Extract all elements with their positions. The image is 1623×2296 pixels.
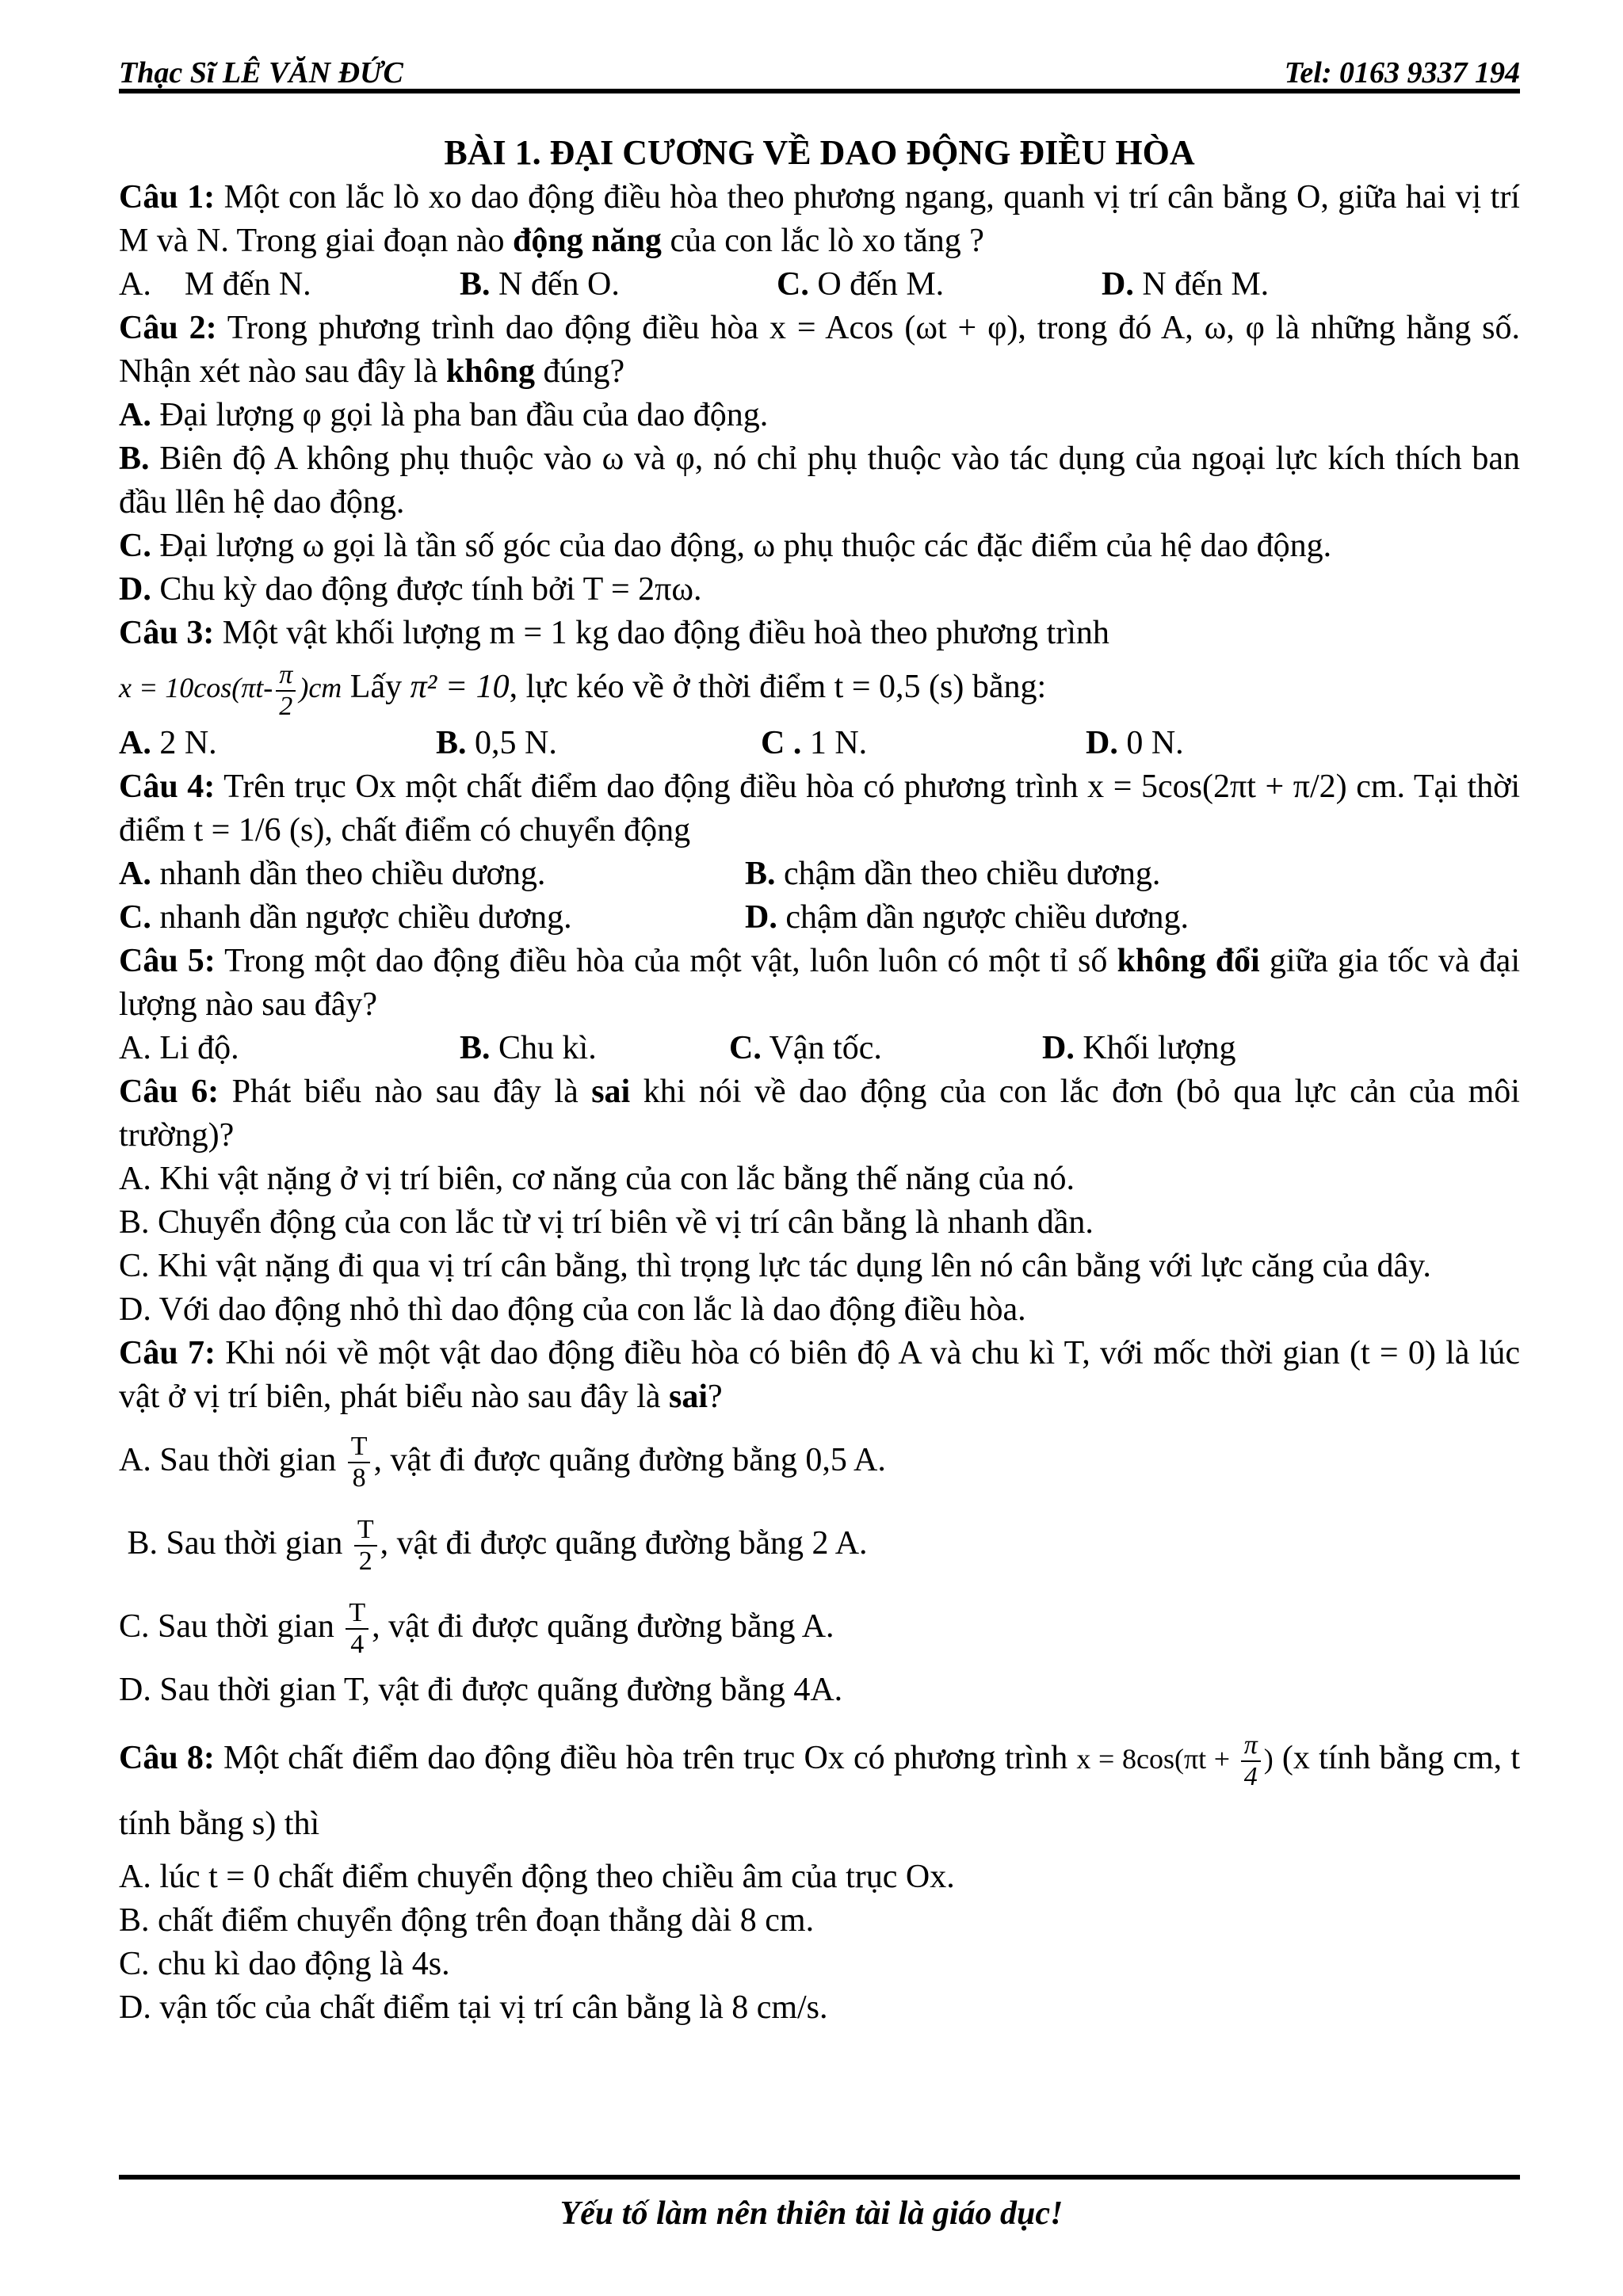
option-d: D. Khối lượng	[1042, 1029, 1236, 1066]
question-7: Câu 7: Khi nói về một vật dao động điều hòa có biên độ A và chu kì T, với mốc thời gian (t = 0) là lúc vật ở vị trí biên, phát biểu nào sau đây là sai?	[119, 1334, 1520, 1415]
footer-motto: Yếu tố làm nên thiên tài là giáo dục!	[559, 2195, 1064, 2232]
option-a: A. 2 N.	[119, 724, 217, 761]
option-c: C. O đến M.	[777, 266, 945, 303]
question-5-options	[119, 1027, 1520, 1070]
option-b: B. 0,5 N.	[436, 724, 557, 761]
option-b: B. chất điểm chuyển động trên đoạn thẳng dài 8 cm.	[119, 1902, 815, 1939]
question-label: Câu 7:	[119, 1334, 216, 1371]
option-a: A. Li độ.	[119, 1029, 239, 1066]
option-d: D. vận tốc của chất điểm tại vị trí cân bằng là 8 cm/s.	[119, 1989, 828, 2027]
equation: x = 8cos(πt + $\frac{\pi}{4}$ )	[1076, 1730, 1274, 1792]
option-a: A. M đến N.	[119, 266, 311, 303]
option-a: A. Đại lượng φ gọi là pha ban đầu của dao động.	[119, 397, 769, 433]
page-title: BÀI 1. ĐẠI CƯƠNG VỀ DAO ĐỘNG ĐIỀU HÒA	[444, 133, 1195, 172]
question-label: Câu 2:	[119, 310, 217, 346]
option-b: B. Chuyển động của con lắc từ vị trí biên về vị trí cân bằng là nhanh dần.	[119, 1203, 1094, 1241]
page-header	[119, 49, 1520, 93]
question-label: Câu 8:	[119, 1739, 215, 1776]
option-a: A. Sau thời gian $\frac{T}{8}$ , vật đi được quãng đường bằng 0,5 A.	[119, 1432, 886, 1493]
question-1: Câu 1: Một con lắc lò xo dao động điều hòa theo phương ngang, quanh vị trí cân bằng O, giữa hai vị trí M và N. Trong giai đoạn nào động năng của con lắc lò xo tăng ?	[119, 179, 1520, 259]
question-5: Câu 5: Trong một dao động điều hòa của một vật, luôn luôn có một tỉ số không đổi giữa gia tốc và đại lượng nào sau đây?	[119, 942, 1520, 1023]
equation: x = 10cos(πt- $\frac{\pi}{2}$ )cm	[119, 659, 342, 721]
question-2: Câu 2: Trong phương trình dao động điều hòa x = Acos (ωt + φ), trong đó A, ω, φ là những hằng số. Nhận xét nào sau đây là không đúng?	[119, 310, 1520, 390]
option-c: C. nhanh dần ngược chiều dương.	[119, 898, 572, 936]
question-4-options-row-1	[119, 852, 1520, 896]
option-d: D. Chu kỳ dao động được tính bởi T = 2πω.	[119, 571, 702, 608]
option-b: B. N đến O.	[460, 266, 620, 303]
option-b: B. Chu kì.	[460, 1029, 597, 1066]
question-1-options	[119, 263, 1520, 307]
question-6: Câu 6: Phát biểu nào sau đây là sai khi nói về dao động của con lắc đơn (bỏ qua lực cản của môi trường)?	[119, 1073, 1520, 1154]
question-3-formula-line: x = 10cos(πt- $\frac{\pi}{2}$ )cm Lấy π² = 10, lực kéo về ở thời điểm t = 0,5 (s) bằng:	[119, 659, 1047, 721]
option-a: A. Khi vật nặng ở vị trí biên, cơ năng của con lắc bằng thế năng của nó.	[119, 1160, 1075, 1197]
option-d: D. Với dao động nhỏ thì dao động của con lắc là dao động điều hòa.	[119, 1291, 1026, 1328]
question-label: Câu 5:	[119, 942, 216, 979]
option-c: C. Khi vật nặng đi qua vị trí cân bằng, thì trọng lực tác dụng lên nó cân bằng với lực căng của dây.	[119, 1247, 1431, 1284]
option-a: A. nhanh dần theo chiều dương.	[119, 855, 546, 892]
footer-divider	[119, 2175, 1520, 2180]
question-label: Câu 1:	[119, 179, 216, 215]
worksheet-content	[119, 131, 1520, 2030]
question-label: Câu 4:	[119, 768, 216, 805]
question-3: Câu 3: Một vật khối lượng m = 1 kg dao động điều hoà theo phương trình	[119, 615, 1109, 651]
option-b: B. chậm dần theo chiều dương.	[745, 855, 1161, 892]
option-d: D. 0 N.	[1086, 724, 1184, 761]
option-b: B. Biên độ A không phụ thuộc vào ω và φ, nó chỉ phụ thuộc vào tác dụng của ngoại lực kích thích ban đầu llên hệ dao động.	[119, 441, 1520, 521]
option-c: C. Sau thời gian $\frac{T}{4}$ , vật đi được quãng đường bằng A.	[119, 1598, 834, 1660]
option-c: C . 1 N.	[761, 724, 868, 761]
question-8: Câu 8: Một chất điểm dao động điều hòa trên trục Ox có phương trình x = 8cos(πt + $\frac{\pi}{4}$ ) (x tính bằng cm, t tính bằng s) thì	[119, 1730, 1520, 1843]
question-label: Câu 6:	[119, 1073, 220, 1110]
question-3-options	[119, 722, 1520, 765]
author-name: Thạc Sĩ LÊ VĂN ĐỨC	[119, 56, 403, 90]
question-4: Câu 4: Trên trục Ox một chất điểm dao động điều hòa có phương trình x = 5cos(2πt + π/2) cm. Tại thời điểm t = 1/6 (s), chất điểm có chuyển động	[119, 768, 1520, 849]
question-4-options-row-2	[119, 896, 1520, 940]
question-label: Câu 3:	[119, 615, 215, 651]
option-b: B. Sau thời gian $\frac{T}{2}$ , vật đi được quãng đường bằng 2 A.	[119, 1515, 868, 1577]
phone-number: Tel: 0163 9337 194	[1284, 56, 1520, 90]
option-c: C. Vận tốc.	[729, 1029, 882, 1066]
option-c: C. chu kì dao động là 4s.	[119, 1946, 450, 1983]
option-d: D. Sau thời gian T, vật đi được quãng đường bằng 4A.	[119, 1671, 843, 1708]
option-c: C. Đại lượng ω gọi là tần số góc của dao động, ω phụ thuộc các đặc điểm của hệ dao động.	[119, 528, 1332, 564]
option-d: D. N đến M.	[1102, 266, 1270, 303]
option-a: A. lúc t = 0 chất điểm chuyển động theo chiều âm của trục Ox.	[119, 1859, 955, 1896]
option-d: D. chậm dần ngược chiều dương.	[745, 898, 1189, 936]
